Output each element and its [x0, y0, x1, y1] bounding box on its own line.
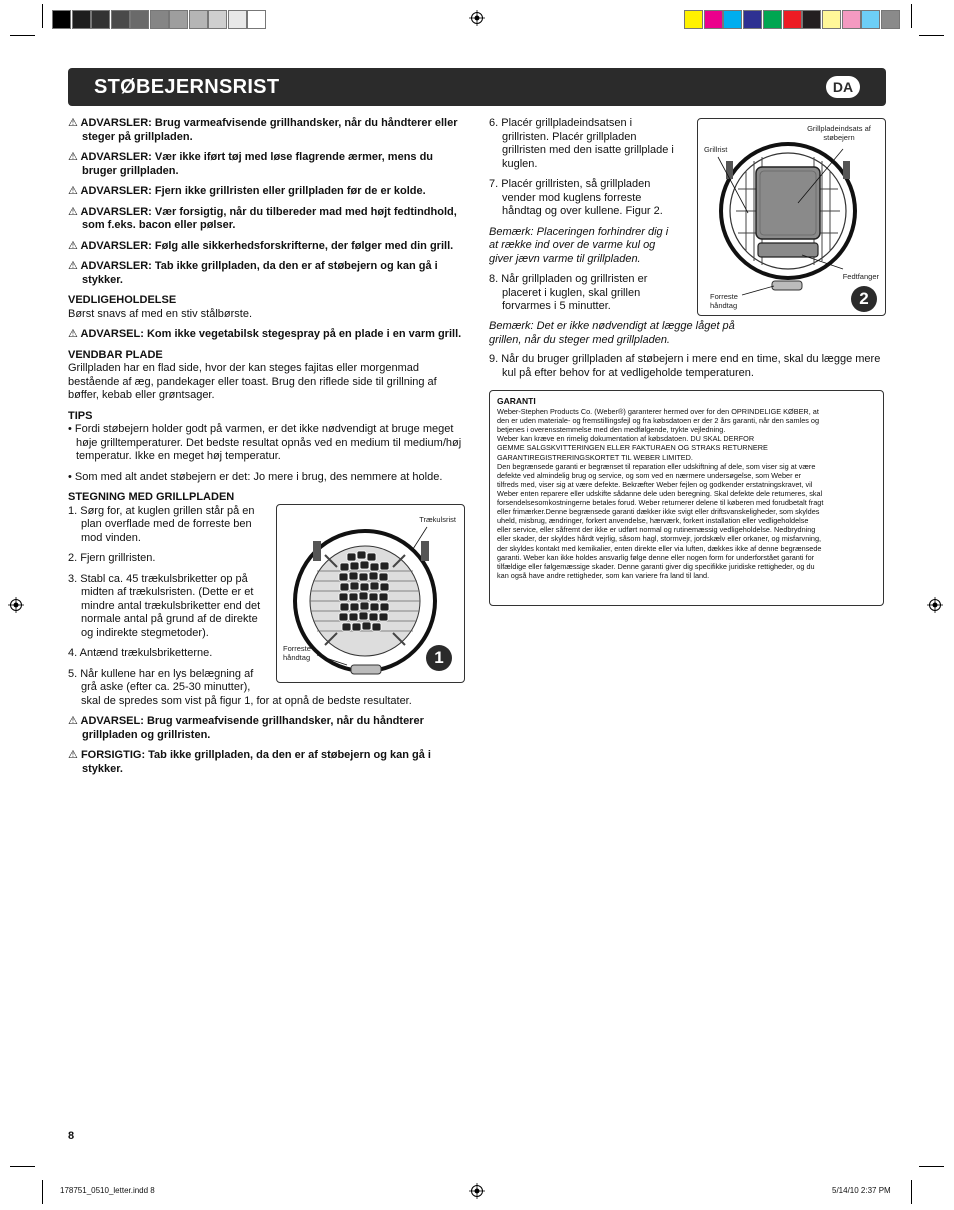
registration-mark-icon — [469, 10, 485, 26]
body-text: skal de spredes som vist på figur 1, for at opnå de bedste resultater. — [81, 694, 412, 707]
warning-item: ⚠ ADVARSLER: Vær forsigtig, når du tilbereder mad med højt fedtindhold, som f.eks. bacon eller pølser. — [68, 205, 457, 231]
list-item: 7. Placér grillristen, så grillpladen vender mod kuglens forreste håndtag og over kullene. Figur 2. — [489, 178, 663, 217]
warranty-line: defekte ved almindelig brug og service, og som ved en nærmere undersøgelse, som Weber er — [497, 470, 802, 480]
section-banner — [68, 68, 886, 106]
warning-item: ⚠ ADVARSLER: Tab ikke grillpladen, da den er af støbejern og kan gå i stykker. — [68, 260, 438, 286]
warranty-line: uheld, misbrug, ændringer, forkert anvendelse, hærværk, forkert installation eller vedligeholdelse — [497, 516, 809, 526]
step-9: 9. Når du bruger grillpladen af støbejern i mere end en time, skal du lægge mere kul på efter behov for at vedligeholde temperaturen. — [489, 353, 881, 379]
warning-item: ⚠ ADVARSLER: Vær ikke iført tøj med løse flagrende ærmer, mens du bruger grillpladen. — [68, 151, 434, 177]
warning-triangle-icon: ⚠ — [68, 117, 78, 129]
warranty-line: GEMME SALGSKVITTERINGEN ELLER FAKTURAEN OG STRAKS RETURNERE — [497, 443, 768, 453]
gray-swatch — [130, 10, 149, 29]
warranty-line: den er uden materiale- og fremstillingsfejl og fra købsdatoen er der 2 års garanti, når den samles og — [497, 416, 820, 426]
warranty-line: der skyldes kontakt med kemikalier, enten direkte eller via luften, dækkes ikke af denne begrænsede — [497, 543, 822, 553]
section-heading: VENDBAR PLADE — [68, 348, 163, 361]
note-text: Bemærk: Placeringen forhindrer dig i at række ind over de varme kul og giver jævn varme til grillpladen. — [489, 225, 669, 265]
gray-swatch — [72, 10, 91, 29]
list-item: 2. Fjern grillristen. — [68, 552, 156, 564]
warning-triangle-icon: ⚠ — [68, 151, 78, 163]
warranty-line: eller skader, der skyldes hårdt vejrlig, såsom hagl, stormvejr, jordskælv eller orkaner, og misfarvning, — [497, 534, 822, 544]
figure-label: Forreste håndtag — [283, 644, 311, 662]
figure-label: Forreste håndtag — [710, 292, 738, 310]
warranty-line: Weber enten reparere eller udskifte sådanne dele uden beregning. Skal defekte dele returneres, skal — [497, 488, 823, 498]
list-item: 1. Sørg for, at kuglen grillen står på en plan overflade med de forreste ben mod vinden. — [68, 504, 255, 544]
color-swatch — [763, 10, 782, 29]
gray-swatch — [169, 10, 188, 29]
list-item: 4. Antænd trækulsbriketterne. — [68, 647, 213, 659]
list-item: 5. Når kullene har en lys belægning af grå aske (efter ca. 25-30 minutter), — [68, 667, 254, 693]
warning-item: ⚠ ADVARSEL: Brug varmeafvisende grillhandsker, når du håndterer grillpladen og grillristen. — [68, 715, 424, 741]
figure-label: Grillpladeindsats af støbejern — [807, 124, 871, 142]
color-swatch — [822, 10, 841, 29]
warning-triangle-icon: ⚠ — [68, 205, 78, 218]
gray-swatch — [208, 10, 227, 29]
color-swatch — [704, 10, 723, 29]
color-swatch — [802, 10, 821, 29]
left-column — [68, 117, 464, 783]
warning-item: ⚠ ADVARSLER: Brug varmeafvisende grillhandsker, når du håndterer eller steger på grillpladen. — [68, 117, 458, 143]
warranty-text — [497, 407, 876, 580]
right-column-top — [489, 117, 675, 321]
section-heading: TIPS — [68, 409, 93, 422]
page-title: STØBEJERNSRIST — [94, 76, 280, 98]
gray-swatch — [228, 10, 247, 29]
color-swatch — [861, 10, 880, 29]
page-number: 8 — [68, 1130, 75, 1142]
color-swatch — [783, 10, 802, 29]
warranty-line: kan også have andre rettigheder, som kan variere fra land til land. — [497, 570, 710, 580]
body-text: Grillpladen har en flad side, hvor der kan steges fajitas eller morgenmad bestående af æg, pandekager eller toast. Brug den riflede side til grillning af bøffer, kebab eller grøntsager. — [68, 362, 437, 401]
color-swatch — [723, 10, 742, 29]
warning-triangle-icon: ⚠ — [68, 328, 78, 340]
language-badge: DA — [826, 76, 860, 98]
note-2: Bemærk: Det er ikke nødvendigt at lægge låget på grillen, når du steger med grillpladen. — [489, 320, 735, 346]
color-swatch — [743, 10, 762, 29]
list-item: 8. Når grillpladen og grillristen er placeret i kuglen, skal grillen forvarmes i 5 minutter. — [489, 273, 648, 312]
warranty-title: GARANTI — [497, 396, 536, 406]
gray-swatch — [247, 10, 266, 29]
warning-item: ⚠ ADVARSLER: Fjern ikke grillristen eller grillpladen før de er kolde. — [68, 185, 426, 197]
color-swatch — [881, 10, 900, 29]
warranty-line: Weber-Stephen Products Co. (Weber®) garanterer hermed over for den OPRINDELIGE KØBER, at — [497, 407, 819, 417]
section-heading: VEDLIGEHOLDELSE — [68, 294, 177, 306]
footer-timestamp: 5/14/10 2:37 PM — [832, 1186, 891, 1195]
warranty-line: Den begrænsede garanti er begrænset til reparation eller udskiftning af dele, som viser sig at være — [497, 461, 816, 471]
color-swatch — [684, 10, 703, 29]
warranty-line: GARANTIREGISTRERINGSKORTET TIL WEBER LIMITED. — [497, 452, 693, 462]
gray-swatch — [91, 10, 110, 29]
gray-swatch — [189, 10, 208, 29]
list-item: 3. Stabl ca. 45 trækulsbriketter op på midten af trækulsristen. (Dette er et mindre antal trækulsbriketter end det normale antal på grund af de direkte og indirekte stegmetoder). — [68, 572, 261, 639]
registration-mark-icon — [469, 1183, 485, 1199]
warranty-line: tilfældige eller følgemæssige skader. Denne garanti giver dig specifikke juridiske rettigheder, og du — [497, 561, 815, 571]
figure-number-badge: 1 — [426, 645, 452, 671]
figure-number-badge: 2 — [851, 286, 877, 312]
figure-2 — [697, 118, 886, 316]
gray-swatch — [52, 10, 71, 29]
registration-mark-icon — [8, 597, 24, 613]
warranty-line: betjenes i overensstemmelse med den medfølgende, trykte vejledning. — [497, 425, 726, 435]
registration-mark-icon — [927, 597, 943, 613]
color-swatch — [842, 10, 861, 29]
figure-label: Fedtfanger — [842, 272, 879, 281]
section-heading: STEGNING MED GRILLPLADEN — [68, 491, 235, 503]
footer-file-name: 178751_0510_letter.indd 8 — [60, 1186, 155, 1195]
warranty-line: garanti. Weber kan ikke holdes ansvarlig følge denne eller nogen form for underforstået garanti for — [497, 552, 815, 562]
warranty-line: forsendelsesomkostningerne betales forud. Weber returnerer delene til køberen med forudbetalt fragt — [497, 498, 824, 508]
list-item: • Fordi støbejern holder godt på varmen, er det ikke nødvendigt at bruge meget høje grilltemperaturer. Det bedste resultat opnås ved en medium til medium/høj temperatur. Ikke en meget høj temperatur. — [68, 423, 462, 462]
warning-item: ⚠ ADVARSLER: Følg alle sikkerhedsforskrifterne, der følger med din grill. — [68, 239, 454, 252]
figure-1 — [276, 504, 465, 683]
gray-swatch — [150, 10, 169, 29]
list-item: • Som med alt andet støbejern er det: Jo mere i brug, des nemmere at holde. — [68, 470, 443, 483]
warning-item: ⚠ ADVARSEL: Kom ikke vegetabilsk stegespray på en plade i en varm grill. — [68, 328, 462, 340]
figure-label: Trækulsrist — [419, 515, 456, 524]
figure-label: Grillrist — [704, 145, 728, 154]
warning-item: ⚠ FORSIGTIG: Tab ikke grillpladen, da den er af støbejern og kan gå i stykker. — [68, 749, 431, 775]
body-text: Børst snavs af med en stiv stålbørste. — [68, 307, 253, 320]
warranty-line: eller frimærker.Denne begrænsede garanti dækker ikke svigt eller driftsvanskeligheder, som skyldes — [497, 507, 820, 517]
warranty-line: Weber kan kræve en rimelig dokumentation af købsdatoen. DU SKAL DERFOR — [497, 434, 755, 444]
warning-triangle-icon: ⚠ — [68, 239, 78, 252]
gray-swatch — [111, 10, 130, 29]
list-item: 6. Placér grillpladeindsatsen i grillristen. Placér grillpladen grillristen med den isatte grillplade i kuglen. — [489, 117, 674, 170]
warranty-line: tilfreds med, viser sig at være defekte. Bekræfter Weber fejlen og godkender erstatningskravet, vil — [497, 479, 813, 489]
warning-triangle-icon: ⚠ — [68, 749, 78, 761]
warning-triangle-icon: ⚠ — [68, 715, 78, 727]
warning-triangle-icon: ⚠ — [68, 260, 78, 272]
warning-triangle-icon: ⚠ — [68, 185, 78, 197]
warranty-line: eller service, eller såfremt der ikke er udført normal og rutinemæssig vedligeholdelse. Nedbrydning — [497, 525, 816, 535]
warranty-box — [489, 390, 884, 606]
